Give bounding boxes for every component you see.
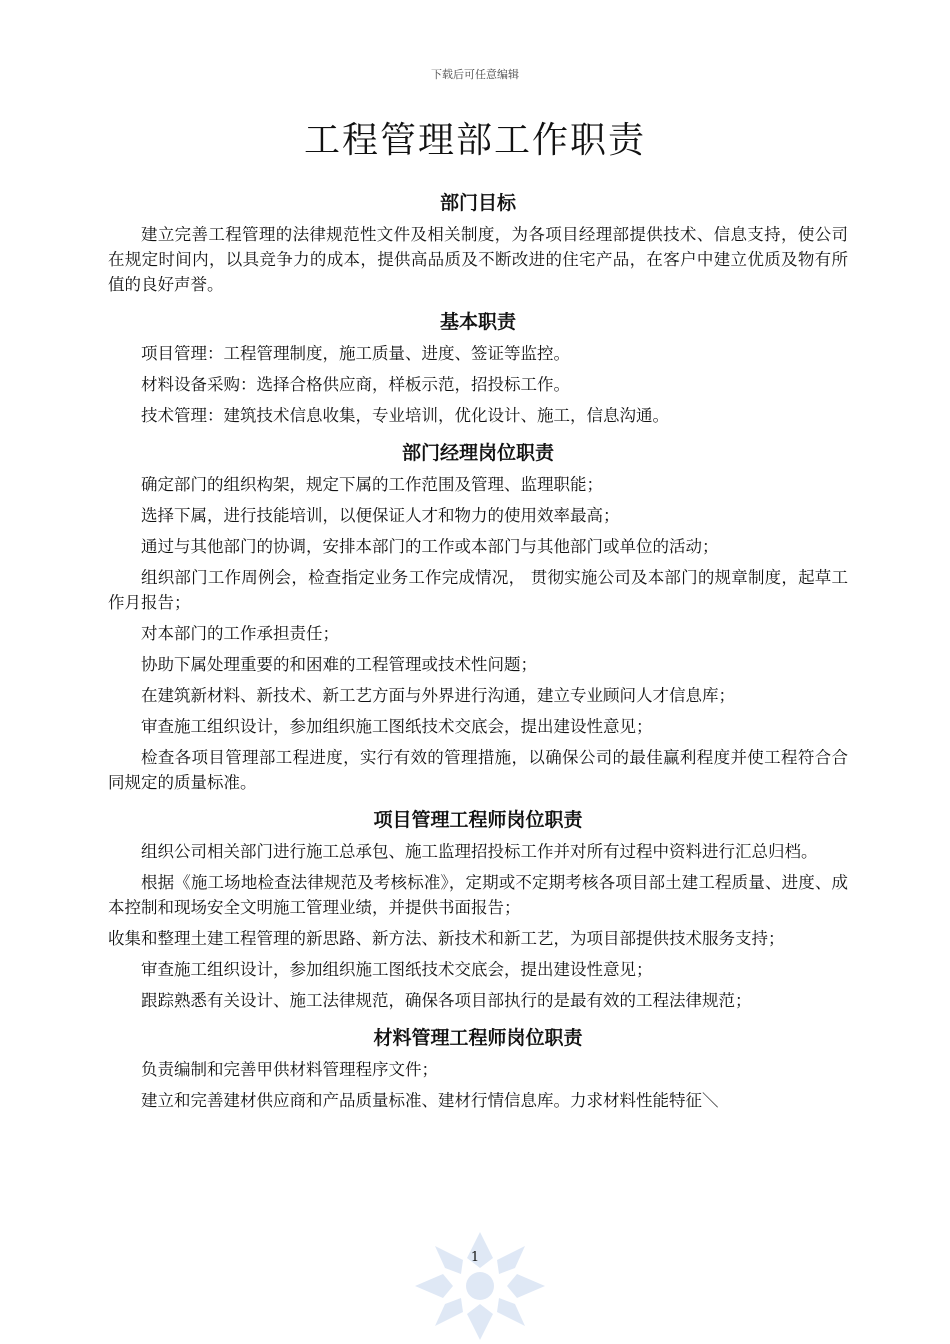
body-paragraph: 跟踪熟悉有关设计、施工法律规范，确保各项目部执行的是最有效的工程法律规范； [141,991,752,1010]
body-paragraph: 审查施工组织设计，参加组织施工图纸技术交底会，提出建设性意见； [141,717,653,736]
section-heading: 部门经理岗位职责 [401,442,554,464]
body-paragraph: 材料设备采购：选择合格供应商，样板示范，招投标工作。 [141,375,570,394]
body-paragraph: 确定部门的组织构架，规定下属的工作范围及管理、监理职能； [141,475,603,494]
body-paragraph: 项目管理：工程管理制度，施工质量、进度、签证等监控。 [141,344,570,363]
section-heading: 部门目标 [439,192,516,214]
body-paragraph: 检查各项目管理部工程进度，实行有效的管理措施，以确保公司的最佳赢利程度并使工程符合合同规定的质量标准。 [108,748,848,792]
document-body [108,184,848,1119]
page-number: 1 [470,1250,480,1265]
document-title: 工程管理部工作职责 [303,120,646,161]
body-paragraph: 组织公司相关部门进行施工总承包、施工监理招投标工作并对所有过程中资料进行汇总归档。 [141,842,818,861]
body-paragraph: 对本部门的工作承担责任； [141,624,339,643]
body-paragraph: 根据《施工场地检查法律规范及考核标准》，定期或不定期考核各项目部土建工程质量、进度、成本控制和现场安全文明施工管理业绩，并提供书面报告； [108,873,848,917]
body-paragraph: 建立和完善建材供应商和产品质量标准、建材行情信息库。力求材料性能特征＼ [141,1091,719,1110]
section-heading: 基本职责 [439,311,516,333]
body-paragraph: 审查施工组织设计，参加组织施工图纸技术交底会，提出建设性意见； [141,960,653,979]
body-paragraph: 选择下属，进行技能培训，以便保证人才和物力的使用效率最高； [141,506,620,525]
body-paragraph: 在建筑新材料、新技术、新工艺方面与外界进行沟通，建立专业顾问人才信息库； [141,686,735,705]
section-heading: 项目管理工程师岗位职责 [373,809,583,831]
body-paragraph: 技术管理：建筑技术信息收集，专业培训，优化设计、施工，信息沟通。 [141,406,669,425]
body-paragraph: 建立完善工程管理的法律规范性文件及相关制度，为各项目经理部提供技术、信息支持，使公司在规定时间内，以具竞争力的成本，提供高品质及不断改进的住宅产品，在客户中建立优质及物有所值的良好声誉。 [108,225,848,294]
section-heading: 材料管理工程师岗位职责 [373,1027,583,1049]
snowflake-watermark-icon [405,1228,555,1344]
body-paragraph: 通过与其他部门的协调，安排本部门的工作或本部门与其他部门或单位的活动； [141,537,719,556]
header-note: 下载后可任意编辑 [431,68,519,81]
body-paragraph: 收集和整理土建工程管理的新思路、新方法、新技术和新工艺，为项目部提供技术服务支持； [108,929,785,948]
body-paragraph: 负责编制和完善甲供材料管理程序文件； [141,1060,438,1079]
body-paragraph: 组织部门工作周例会，检查指定业务工作完成情况， 贯彻实施公司及本部门的规章制度，起草工作月报告； [108,568,848,612]
body-paragraph: 协助下属处理重要的和困难的工程管理或技术性问题； [141,655,537,674]
